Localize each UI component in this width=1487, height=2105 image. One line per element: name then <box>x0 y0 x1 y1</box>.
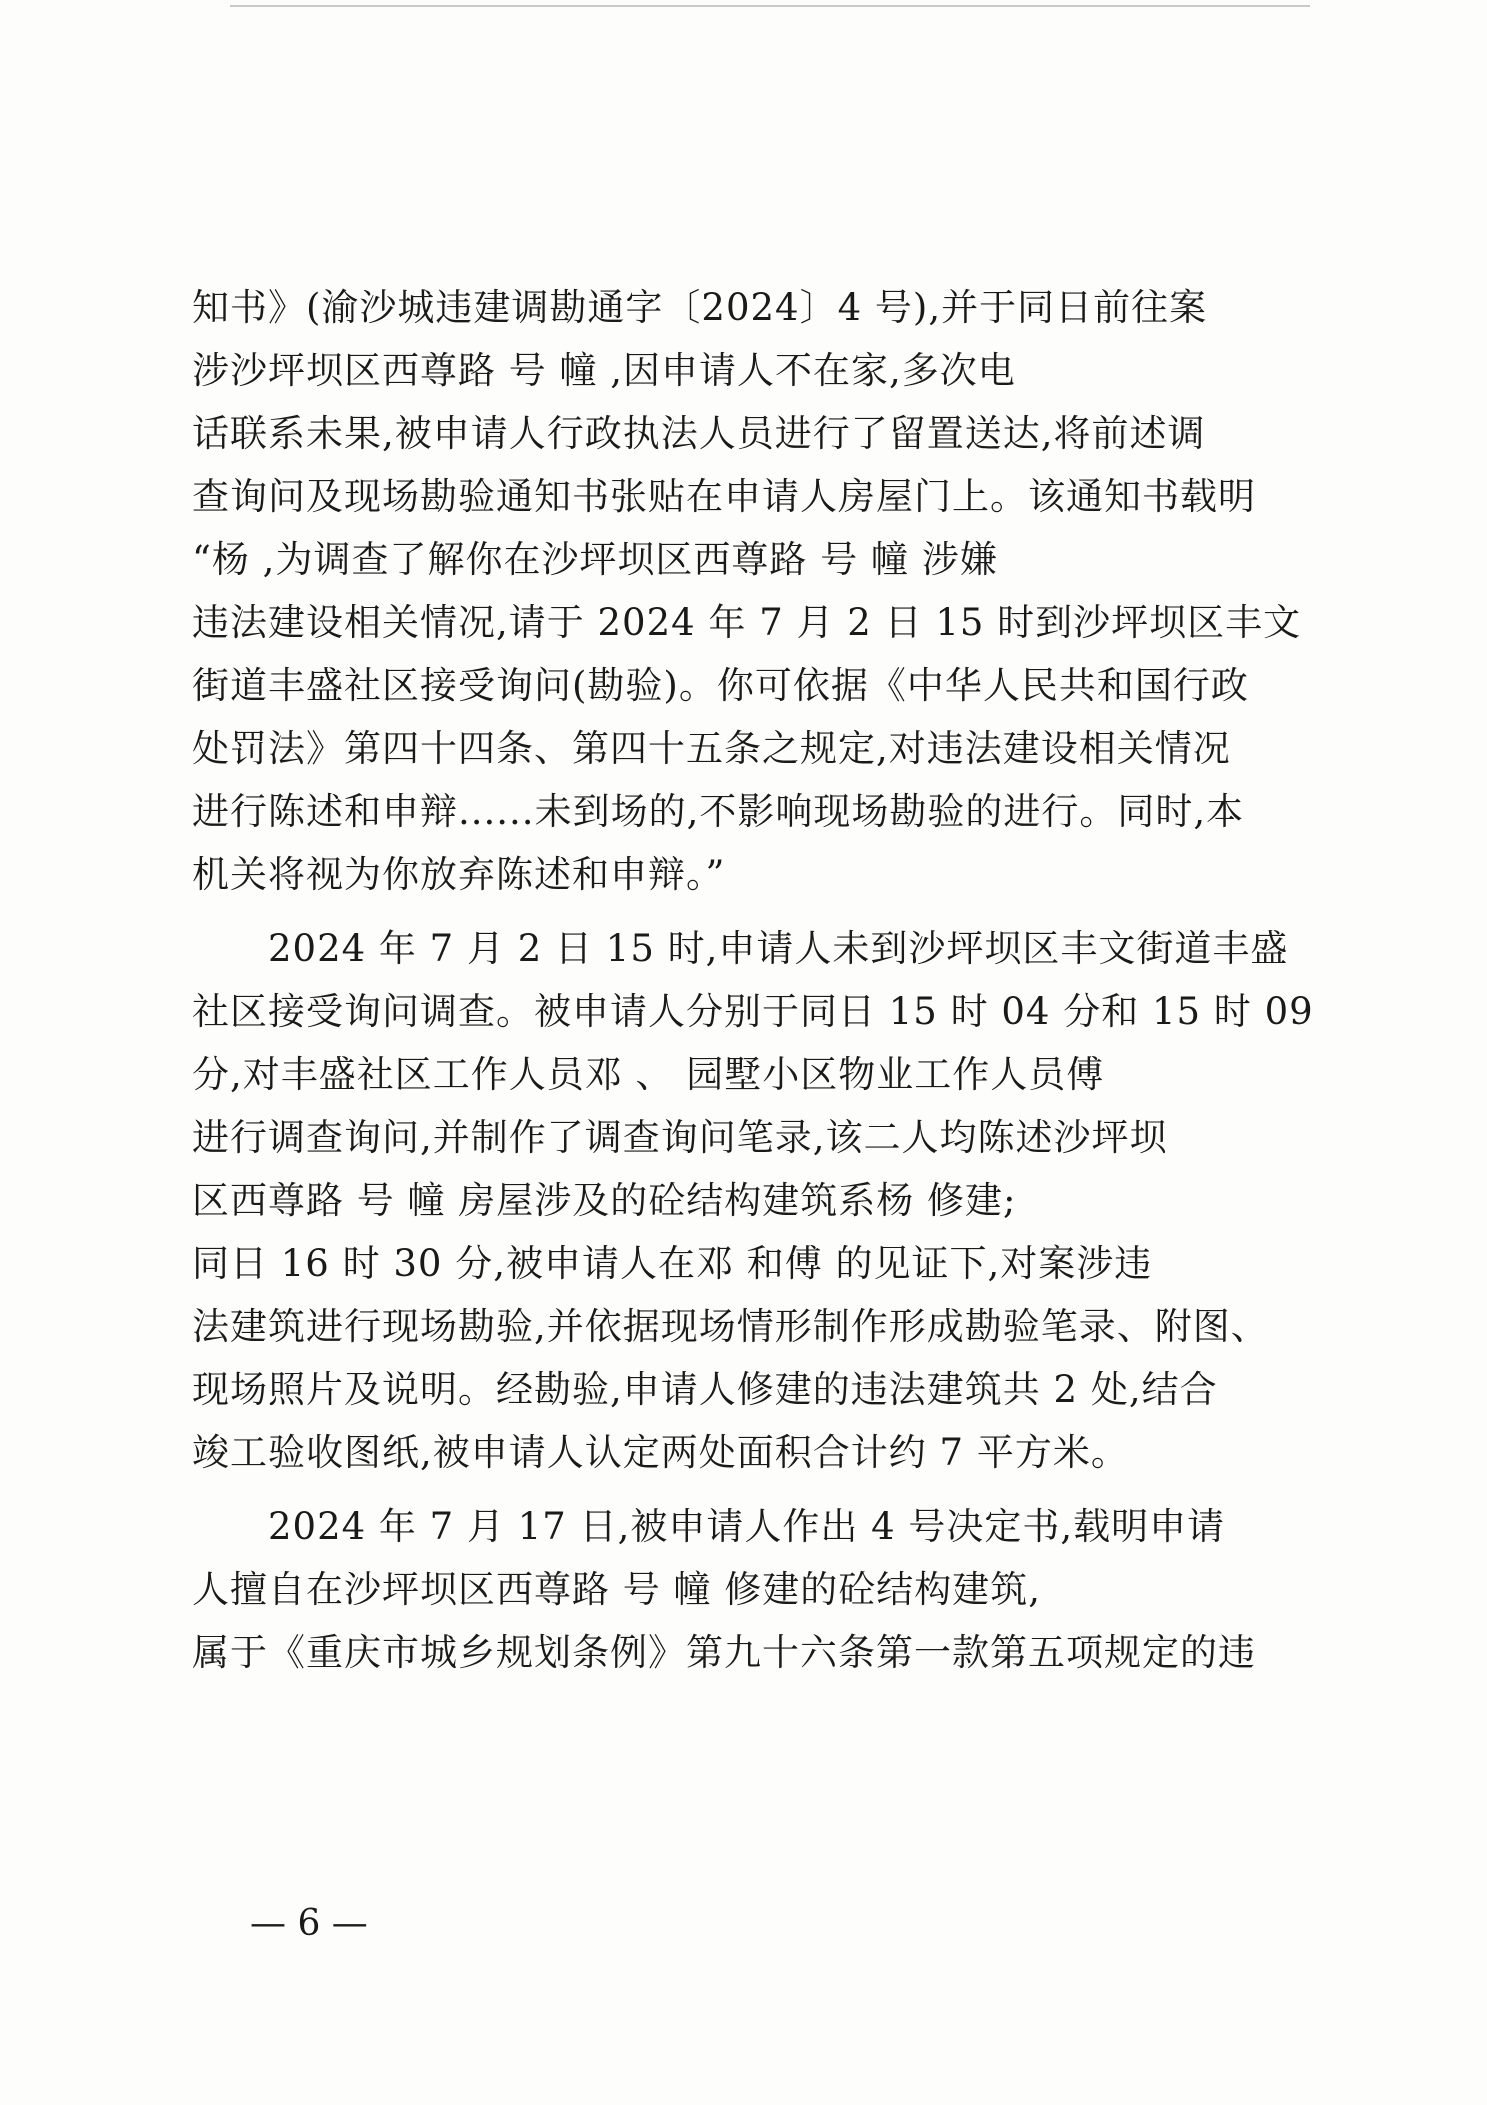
body-line-15: 区西尊路 号 幢 房屋涉及的砼结构建筑系杨 修建; <box>192 1179 1017 1222</box>
body-line-8: 处罚法》第四十四条、第四十五条之规定,对违法建设相关情况 <box>192 727 1231 770</box>
body-line-6: 违法建设相关情况,请于 2024 年 7 月 2 日 15 时到沙坪坝区丰文 <box>192 601 1302 644</box>
body-line-17: 法建筑进行现场勘验,并依据现场情形制作形成勘验笔录、附图、 <box>192 1305 1269 1348</box>
document-body <box>192 276 1312 1684</box>
body-line-5: “杨 ,为调查了解你在沙坪坝区西尊路 号 幢 涉嫌 <box>192 538 998 581</box>
body-line-4: 查询问及现场勘验通知书张贴在申请人房屋门上。该通知书载明 <box>192 475 1256 518</box>
body-line-7: 街道丰盛社区接受询问(勘验)。你可依据《中华人民共和国行政 <box>192 664 1249 707</box>
body-line-3: 话联系未果,被申请人行政执法人员进行了留置送达,将前述调 <box>192 412 1206 455</box>
body-line-19: 竣工验收图纸,被申请人认定两处面积合计约 7 平方米。 <box>192 1431 1129 1474</box>
body-line-9: 进行陈述和申辩......未到场的,不影响现场勘验的进行。同时,本 <box>192 790 1245 833</box>
body-line-16: 同日 16 时 30 分,被申请人在邓 和傅 的见证下,对案涉违 <box>192 1242 1153 1285</box>
body-line-20: 2024 年 7 月 17 日,被申请人作出 4 号决定书,载明申请 <box>268 1505 1226 1548</box>
body-line-11: 2024 年 7 月 2 日 15 时,申请人未到沙坪坝区丰文街道丰盛 <box>268 927 1289 970</box>
body-line-10: 机关将视为你放弃陈述和申辩。” <box>192 853 726 896</box>
body-line-18: 现场照片及说明。经勘验,申请人修建的违法建筑共 2 处,结合 <box>192 1368 1218 1411</box>
body-line-1: 知书》(渝沙城违建调勘通字〔2024〕4 号),并于同日前往案 <box>192 286 1208 329</box>
body-line-13: 分,对丰盛社区工作人员邓 、 园墅小区物业工作人员傅 <box>192 1053 1105 1096</box>
body-line-12: 社区接受询问调查。被申请人分别于同日 15 时 04 分和 15 时 09 <box>192 990 1314 1033</box>
body-line-2: 涉沙坪坝区西尊路 号 幢 ,因申请人不在家,多次电 <box>192 349 1016 392</box>
body-line-22: 属于《重庆市城乡规划条例》第九十六条第一款第五项规定的违 <box>192 1631 1256 1674</box>
body-line-21: 人擅自在沙坪坝区西尊路 号 幢 修建的砼结构建筑, <box>192 1568 1042 1611</box>
body-line-14: 进行调查询问,并制作了调查询问笔录,该二人均陈述沙坪坝 <box>192 1116 1168 1159</box>
top-scan-edge <box>230 5 1310 7</box>
page-number: — 6 — <box>250 1903 368 1944</box>
